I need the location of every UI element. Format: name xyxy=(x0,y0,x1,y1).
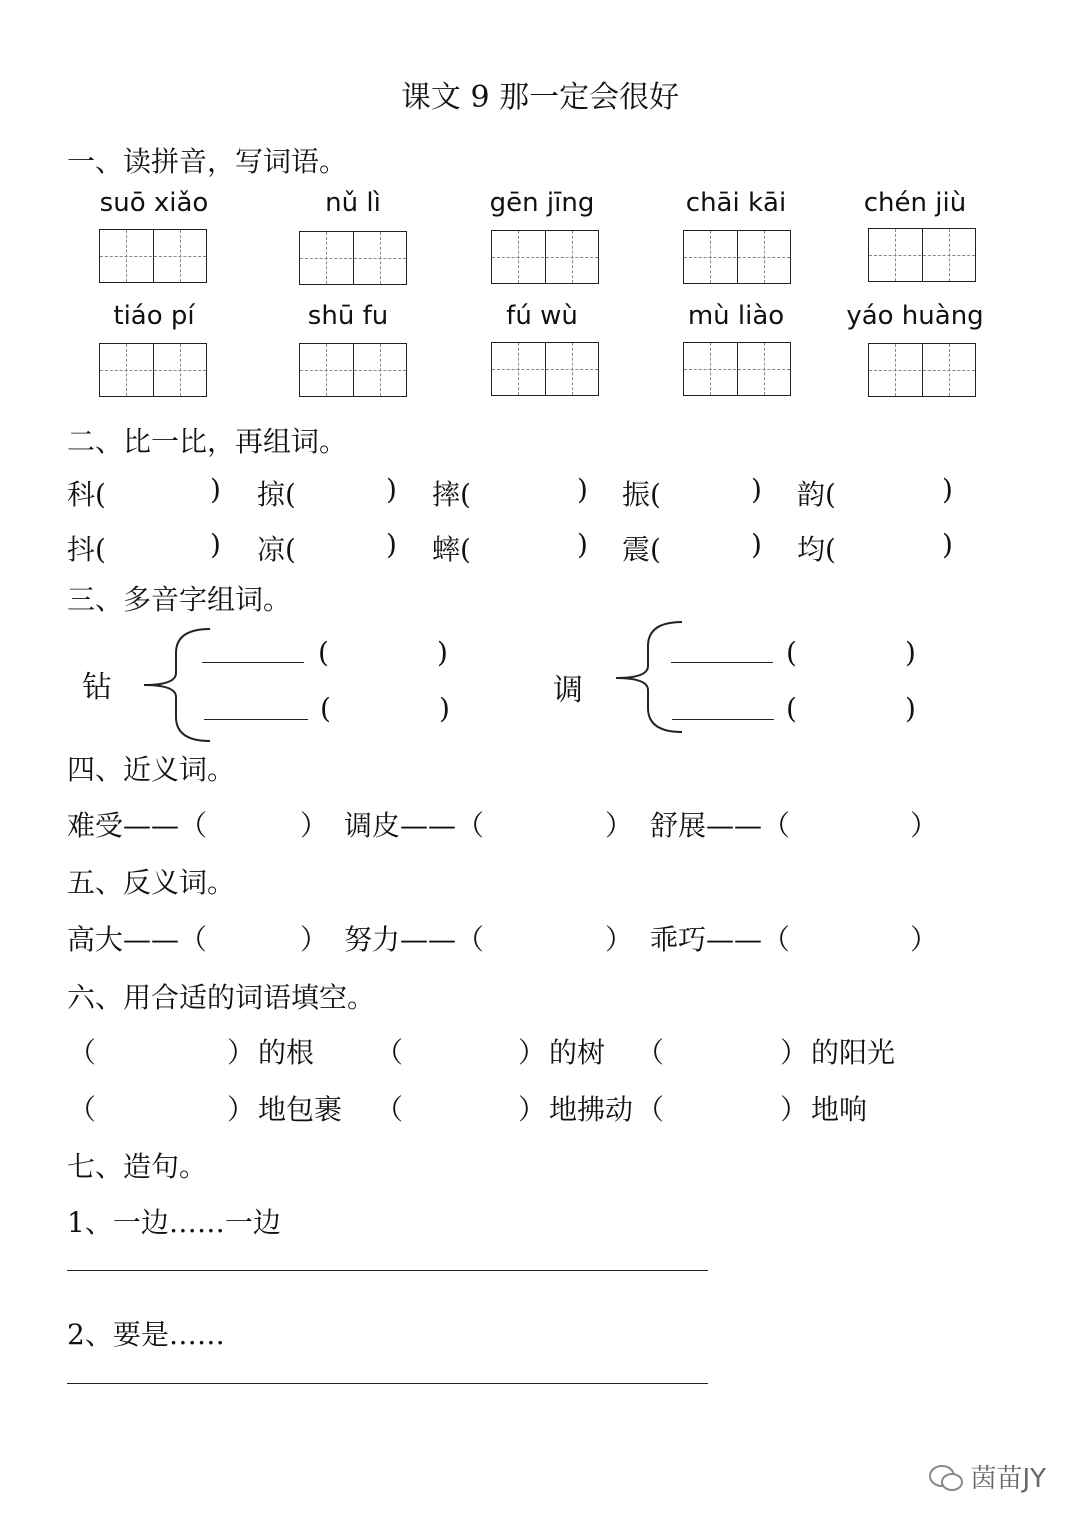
answer-line[interactable] xyxy=(672,719,774,720)
close-paren: ) xyxy=(577,473,588,506)
section-6-heading: 六、用合适的词语填空。 xyxy=(67,981,376,1014)
writing-grid[interactable] xyxy=(99,229,207,283)
watermark xyxy=(928,1458,1046,1495)
close-paren: ) xyxy=(577,528,588,561)
close-paren: ) xyxy=(942,473,953,506)
close-paren: ） xyxy=(780,1036,809,1069)
answer-line[interactable] xyxy=(204,719,308,720)
open-paren: （ xyxy=(68,1036,97,1069)
close-paren: ） xyxy=(227,1036,256,1069)
close-paren: ） xyxy=(300,923,329,956)
open-paren: （ xyxy=(375,1036,404,1069)
open-paren: ( xyxy=(786,692,797,725)
close-paren: ） xyxy=(605,809,634,842)
section-4-heading: 四、近义词。 xyxy=(67,753,236,786)
fill-word: 地拂动 xyxy=(549,1093,634,1126)
page-title: 课文 9 那一定会很好 xyxy=(400,80,680,115)
close-paren: ） xyxy=(518,1036,547,1069)
close-paren: ) xyxy=(942,528,953,561)
close-paren: ) xyxy=(905,692,916,725)
open-paren: （ xyxy=(68,1093,97,1126)
compare-item: 韵( xyxy=(797,478,836,511)
open-paren: ( xyxy=(786,636,797,669)
open-paren: ( xyxy=(320,692,331,725)
compare-item: 摔( xyxy=(432,478,471,511)
section-1-heading: 一、读拼音，写词语。 xyxy=(67,145,348,178)
synonym-item: 难受——（ xyxy=(67,809,208,842)
sentence-prompt: 1、一边……一边 xyxy=(67,1206,281,1239)
compare-item: 震( xyxy=(622,533,661,566)
pinyin-label: yáo huàng xyxy=(846,301,984,331)
writing-grid[interactable] xyxy=(683,230,791,284)
open-paren: （ xyxy=(636,1093,665,1126)
compare-item: 掠( xyxy=(257,478,296,511)
close-paren: ） xyxy=(910,809,939,842)
polyphone-char: 调 xyxy=(553,673,583,708)
writing-grid[interactable] xyxy=(491,342,599,396)
pinyin-label: mù liào xyxy=(687,301,785,331)
pinyin-label: fú wù xyxy=(506,301,578,331)
brace-icon xyxy=(140,625,215,745)
writing-grid[interactable] xyxy=(299,343,407,397)
close-paren: ） xyxy=(227,1093,256,1126)
pinyin-label: nǔ lì xyxy=(325,188,381,218)
pinyin-label: chén jiù xyxy=(863,188,967,218)
close-paren: ) xyxy=(751,473,762,506)
antonym-item: 高大——（ xyxy=(67,923,208,956)
synonym-item: 调皮——（ xyxy=(344,809,485,842)
answer-line[interactable] xyxy=(671,662,773,663)
writing-grid[interactable] xyxy=(868,228,976,282)
section-5-heading: 五、反义词。 xyxy=(67,866,236,899)
compare-item: 蟀( xyxy=(432,533,471,566)
close-paren: ） xyxy=(910,923,939,956)
sentence-prompt: 2、要是…… xyxy=(67,1318,225,1351)
compare-item: 均( xyxy=(797,533,836,566)
answer-line[interactable] xyxy=(202,662,304,663)
synonym-item: 舒展——（ xyxy=(650,809,791,842)
close-paren: ) xyxy=(905,636,916,669)
section-3-heading: 三、多音字组词。 xyxy=(67,583,292,616)
pinyin-label: tiáo pí xyxy=(113,301,195,331)
close-paren: ） xyxy=(518,1093,547,1126)
pinyin-label: suō xiǎo xyxy=(99,188,209,218)
compare-item: 科( xyxy=(67,478,106,511)
writing-grid[interactable] xyxy=(99,343,207,397)
antonym-item: 乖巧——（ xyxy=(650,923,791,956)
answer-line[interactable] xyxy=(67,1383,708,1384)
pinyin-label: shū fu xyxy=(307,301,389,331)
section-2-heading: 二、比一比，再组词。 xyxy=(67,425,348,458)
writing-grid[interactable] xyxy=(299,231,407,285)
fill-word: 的根 xyxy=(258,1036,315,1069)
answer-line[interactable] xyxy=(67,1270,708,1271)
open-paren: （ xyxy=(375,1093,404,1126)
close-paren: ) xyxy=(210,528,221,561)
section-7-heading: 七、造句。 xyxy=(67,1150,208,1183)
open-paren: ( xyxy=(318,636,329,669)
antonym-item: 努力——（ xyxy=(344,923,485,956)
watermark-text: 茵苗JY xyxy=(970,1464,1046,1494)
close-paren: ) xyxy=(210,473,221,506)
close-paren: ） xyxy=(780,1093,809,1126)
compare-item: 凉( xyxy=(257,533,296,566)
fill-word: 的阳光 xyxy=(811,1036,896,1069)
wechat-icon xyxy=(928,1463,964,1493)
writing-grid[interactable] xyxy=(868,343,976,397)
close-paren: ） xyxy=(300,809,329,842)
close-paren: ) xyxy=(751,528,762,561)
compare-item: 抖( xyxy=(67,533,106,566)
fill-word: 地响 xyxy=(811,1093,868,1126)
writing-grid[interactable] xyxy=(491,230,599,284)
close-paren: ） xyxy=(605,923,634,956)
close-paren: ) xyxy=(439,692,450,725)
close-paren: ) xyxy=(437,636,448,669)
polyphone-char: 钻 xyxy=(82,670,112,705)
fill-word: 的树 xyxy=(549,1036,606,1069)
fill-word: 地包裹 xyxy=(258,1093,343,1126)
writing-grid[interactable] xyxy=(683,342,791,396)
pinyin-label: gēn jīng xyxy=(489,188,595,218)
compare-item: 振( xyxy=(622,478,661,511)
open-paren: （ xyxy=(636,1036,665,1069)
close-paren: ) xyxy=(386,473,397,506)
pinyin-label: chāi kāi xyxy=(685,188,787,218)
close-paren: ) xyxy=(386,528,397,561)
